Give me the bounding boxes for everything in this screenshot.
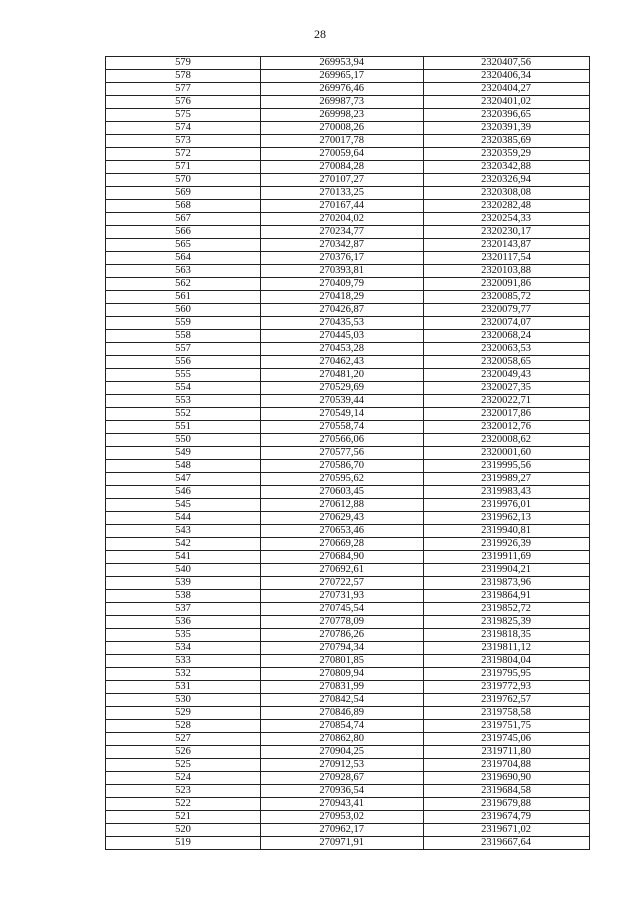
point-number-cell: 521 [106,811,261,824]
point-number-cell: 548 [106,460,261,473]
y-coordinate-cell: 2319852,72 [424,603,590,616]
x-coordinate-cell: 270842,54 [261,694,424,707]
point-number-cell: 531 [106,681,261,694]
table-row [106,733,590,746]
point-number-cell: 553 [106,395,261,408]
y-coordinate-cell: 2320326,94 [424,174,590,187]
table-row [106,460,590,473]
point-number-cell: 560 [106,304,261,317]
table-row [106,252,590,265]
y-coordinate-cell: 2319772,93 [424,681,590,694]
y-coordinate-cell: 2319667,64 [424,837,590,850]
x-coordinate-cell: 270612,88 [261,499,424,512]
y-coordinate-cell: 2320017,86 [424,408,590,421]
y-coordinate-cell: 2319704,88 [424,759,590,772]
x-coordinate-cell: 270462,43 [261,356,424,369]
table-row [106,291,590,304]
point-number-cell: 572 [106,148,261,161]
x-coordinate-cell: 270577,56 [261,447,424,460]
table-row [106,200,590,213]
y-coordinate-cell: 2319762,57 [424,694,590,707]
x-coordinate-cell: 270603,45 [261,486,424,499]
y-coordinate-cell: 2319911,69 [424,551,590,564]
table-row [106,447,590,460]
x-coordinate-cell: 270234,77 [261,226,424,239]
x-coordinate-cell: 270629,43 [261,512,424,525]
table-row [106,226,590,239]
y-coordinate-cell: 2320117,54 [424,252,590,265]
table-row [106,421,590,434]
page-number: 28 [314,27,326,41]
y-coordinate-cell: 2320049,43 [424,369,590,382]
table-row [106,746,590,759]
table-row [106,603,590,616]
point-number-cell: 533 [106,655,261,668]
table-row [106,694,590,707]
point-number-cell: 554 [106,382,261,395]
table-row [106,382,590,395]
x-coordinate-cell: 270854,74 [261,720,424,733]
x-coordinate-cell: 270794,34 [261,642,424,655]
y-coordinate-cell: 2319864,91 [424,590,590,603]
x-coordinate-cell: 270943,41 [261,798,424,811]
table-row [106,109,590,122]
point-number-cell: 556 [106,356,261,369]
y-coordinate-cell: 2319983,43 [424,486,590,499]
y-coordinate-cell: 2319679,88 [424,798,590,811]
y-coordinate-cell: 2319825,39 [424,616,590,629]
table-row [106,187,590,200]
coordinates-table-body [106,57,590,850]
table-row [106,57,590,70]
point-number-cell: 558 [106,330,261,343]
point-number-cell: 567 [106,213,261,226]
x-coordinate-cell: 269965,17 [261,70,424,83]
x-coordinate-cell: 270133,25 [261,187,424,200]
point-number-cell: 529 [106,707,261,720]
table-row [106,278,590,291]
y-coordinate-cell: 2320091,86 [424,278,590,291]
x-coordinate-cell: 270342,87 [261,239,424,252]
point-number-cell: 562 [106,278,261,291]
y-coordinate-cell: 2320230,17 [424,226,590,239]
table-row [106,486,590,499]
x-coordinate-cell: 270445,03 [261,330,424,343]
x-coordinate-cell: 270731,93 [261,590,424,603]
y-coordinate-cell: 2320308,08 [424,187,590,200]
table-row [106,343,590,356]
x-coordinate-cell: 270745,54 [261,603,424,616]
y-coordinate-cell: 2319745,06 [424,733,590,746]
point-number-cell: 536 [106,616,261,629]
point-number-cell: 564 [106,252,261,265]
point-number-cell: 578 [106,70,261,83]
x-coordinate-cell: 270017,78 [261,135,424,148]
table-row [106,642,590,655]
point-number-cell: 527 [106,733,261,746]
x-coordinate-cell: 270684,90 [261,551,424,564]
point-number-cell: 539 [106,577,261,590]
point-number-cell: 570 [106,174,261,187]
table-row [106,473,590,486]
x-coordinate-cell: 270008,26 [261,122,424,135]
coordinates-table [105,56,590,850]
y-coordinate-cell: 2320407,56 [424,57,590,70]
y-coordinate-cell: 2319962,13 [424,512,590,525]
y-coordinate-cell: 2320342,88 [424,161,590,174]
y-coordinate-cell: 2320068,24 [424,330,590,343]
y-coordinate-cell: 2320079,77 [424,304,590,317]
x-coordinate-cell: 270586,70 [261,460,424,473]
x-coordinate-cell: 270549,14 [261,408,424,421]
table-row [106,707,590,720]
y-coordinate-cell: 2319711,80 [424,746,590,759]
point-number-cell: 555 [106,369,261,382]
y-coordinate-cell: 2320008,62 [424,434,590,447]
x-coordinate-cell: 270778,09 [261,616,424,629]
x-coordinate-cell: 270953,02 [261,811,424,824]
y-coordinate-cell: 2319989,27 [424,473,590,486]
x-coordinate-cell: 270669,28 [261,538,424,551]
x-coordinate-cell: 270692,61 [261,564,424,577]
x-coordinate-cell: 270831,99 [261,681,424,694]
y-coordinate-cell: 2320103,88 [424,265,590,278]
x-coordinate-cell: 270558,74 [261,421,424,434]
point-number-cell: 538 [106,590,261,603]
table-row [106,265,590,278]
table-row [106,499,590,512]
table-row [106,317,590,330]
point-number-cell: 535 [106,629,261,642]
point-number-cell: 568 [106,200,261,213]
y-coordinate-cell: 2319758,58 [424,707,590,720]
x-coordinate-cell: 270481,20 [261,369,424,382]
table-row [106,330,590,343]
point-number-cell: 550 [106,434,261,447]
x-coordinate-cell: 270529,69 [261,382,424,395]
point-number-cell: 565 [106,239,261,252]
point-number-cell: 552 [106,408,261,421]
point-number-cell: 546 [106,486,261,499]
table-row [106,538,590,551]
point-number-cell: 569 [106,187,261,200]
y-coordinate-cell: 2320282,48 [424,200,590,213]
y-coordinate-cell: 2319926,39 [424,538,590,551]
x-coordinate-cell: 270936,54 [261,785,424,798]
y-coordinate-cell: 2319818,35 [424,629,590,642]
x-coordinate-cell: 270084,28 [261,161,424,174]
x-coordinate-cell: 270426,87 [261,304,424,317]
x-coordinate-cell: 270962,17 [261,824,424,837]
point-number-cell: 557 [106,343,261,356]
table-row [106,772,590,785]
table-row [106,798,590,811]
point-number-cell: 574 [106,122,261,135]
x-coordinate-cell: 270595,62 [261,473,424,486]
table-row [106,629,590,642]
x-coordinate-cell: 270453,28 [261,343,424,356]
y-coordinate-cell: 2319873,96 [424,577,590,590]
y-coordinate-cell: 2320391,39 [424,122,590,135]
y-coordinate-cell: 2319795,95 [424,668,590,681]
x-coordinate-cell: 270928,67 [261,772,424,785]
point-number-cell: 549 [106,447,261,460]
x-coordinate-cell: 270786,26 [261,629,424,642]
point-number-cell: 573 [106,135,261,148]
table-row [106,720,590,733]
y-coordinate-cell: 2319811,12 [424,642,590,655]
point-number-cell: 563 [106,265,261,278]
table-row [106,655,590,668]
point-number-cell: 537 [106,603,261,616]
point-number-cell: 575 [106,109,261,122]
table-row [106,213,590,226]
x-coordinate-cell: 270418,29 [261,291,424,304]
table-row [106,759,590,772]
point-number-cell: 547 [106,473,261,486]
x-coordinate-cell: 270971,91 [261,837,424,850]
point-number-cell: 522 [106,798,261,811]
point-number-cell: 534 [106,642,261,655]
table-row [106,525,590,538]
y-coordinate-cell: 2320085,72 [424,291,590,304]
table-row [106,135,590,148]
x-coordinate-cell: 270912,53 [261,759,424,772]
table-row [106,837,590,850]
y-coordinate-cell: 2319751,75 [424,720,590,733]
y-coordinate-cell: 2320406,34 [424,70,590,83]
point-number-cell: 545 [106,499,261,512]
x-coordinate-cell: 270435,53 [261,317,424,330]
x-coordinate-cell: 270393,81 [261,265,424,278]
point-number-cell: 543 [106,525,261,538]
x-coordinate-cell: 270059,64 [261,148,424,161]
x-coordinate-cell: 270107,27 [261,174,424,187]
y-coordinate-cell: 2319671,02 [424,824,590,837]
y-coordinate-cell: 2320074,07 [424,317,590,330]
y-coordinate-cell: 2320401,02 [424,96,590,109]
table-row [106,616,590,629]
x-coordinate-cell: 270653,46 [261,525,424,538]
y-coordinate-cell: 2320022,71 [424,395,590,408]
y-coordinate-cell: 2320063,53 [424,343,590,356]
y-coordinate-cell: 2320001,60 [424,447,590,460]
x-coordinate-cell: 269976,46 [261,83,424,96]
point-number-cell: 519 [106,837,261,850]
point-number-cell: 523 [106,785,261,798]
y-coordinate-cell: 2320143,87 [424,239,590,252]
point-number-cell: 532 [106,668,261,681]
point-number-cell: 579 [106,57,261,70]
y-coordinate-cell: 2320359,29 [424,148,590,161]
table-row [106,824,590,837]
y-coordinate-cell: 2319904,21 [424,564,590,577]
y-coordinate-cell: 2320058,65 [424,356,590,369]
point-number-cell: 520 [106,824,261,837]
table-row [106,395,590,408]
point-number-cell: 559 [106,317,261,330]
y-coordinate-cell: 2319804,04 [424,655,590,668]
point-number-cell: 561 [106,291,261,304]
y-coordinate-cell: 2319674,79 [424,811,590,824]
y-coordinate-cell: 2320396,65 [424,109,590,122]
x-coordinate-cell: 270167,44 [261,200,424,213]
y-coordinate-cell: 2319940,81 [424,525,590,538]
table-row [106,551,590,564]
x-coordinate-cell: 270376,17 [261,252,424,265]
point-number-cell: 571 [106,161,261,174]
x-coordinate-cell: 270801,85 [261,655,424,668]
y-coordinate-cell: 2320404,27 [424,83,590,96]
table-row [106,564,590,577]
table-row [106,122,590,135]
point-number-cell: 542 [106,538,261,551]
x-coordinate-cell: 270722,57 [261,577,424,590]
table-row [106,239,590,252]
point-number-cell: 540 [106,564,261,577]
x-coordinate-cell: 270904,25 [261,746,424,759]
point-number-cell: 524 [106,772,261,785]
table-row [106,577,590,590]
table-row [106,681,590,694]
point-number-cell: 577 [106,83,261,96]
y-coordinate-cell: 2319976,01 [424,499,590,512]
point-number-cell: 551 [106,421,261,434]
table-row [106,590,590,603]
point-number-cell: 544 [106,512,261,525]
x-coordinate-cell: 270809,94 [261,668,424,681]
x-coordinate-cell: 270566,06 [261,434,424,447]
table-row [106,668,590,681]
table-row [106,83,590,96]
point-number-cell: 525 [106,759,261,772]
table-row [106,369,590,382]
table-row [106,434,590,447]
y-coordinate-cell: 2319684,58 [424,785,590,798]
table-row [106,161,590,174]
x-coordinate-cell: 270846,89 [261,707,424,720]
x-coordinate-cell: 270409,79 [261,278,424,291]
x-coordinate-cell: 269953,94 [261,57,424,70]
y-coordinate-cell: 2320254,33 [424,213,590,226]
x-coordinate-cell: 270204,02 [261,213,424,226]
point-number-cell: 541 [106,551,261,564]
table-row [106,174,590,187]
x-coordinate-cell: 270539,44 [261,395,424,408]
point-number-cell: 528 [106,720,261,733]
y-coordinate-cell: 2320012,76 [424,421,590,434]
point-number-cell: 566 [106,226,261,239]
y-coordinate-cell: 2319690,90 [424,772,590,785]
table-row [106,811,590,824]
table-row [106,408,590,421]
point-number-cell: 576 [106,96,261,109]
y-coordinate-cell: 2319995,56 [424,460,590,473]
point-number-cell: 526 [106,746,261,759]
x-coordinate-cell: 269998,23 [261,109,424,122]
table-row [106,70,590,83]
y-coordinate-cell: 2320027,35 [424,382,590,395]
table-row [106,512,590,525]
table-row [106,785,590,798]
point-number-cell: 530 [106,694,261,707]
x-coordinate-cell: 269987,73 [261,96,424,109]
table-row [106,148,590,161]
y-coordinate-cell: 2320385,69 [424,135,590,148]
table-row [106,304,590,317]
x-coordinate-cell: 270862,80 [261,733,424,746]
table-row [106,96,590,109]
table-row [106,356,590,369]
